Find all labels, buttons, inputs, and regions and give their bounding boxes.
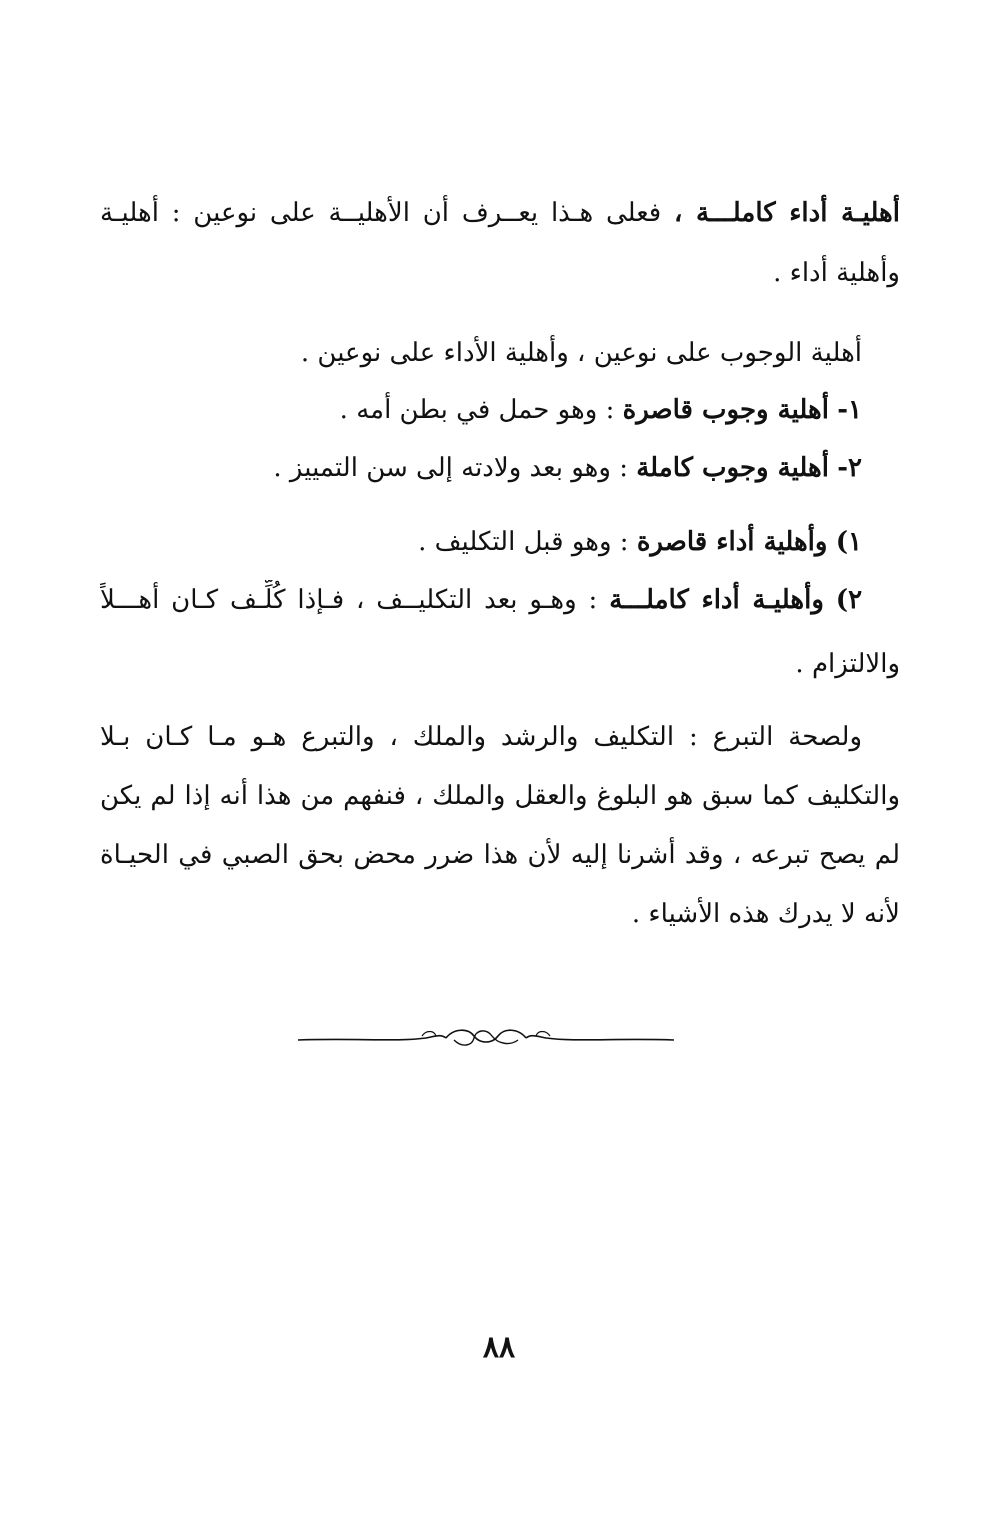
bold-term: أهلية وجوب كاملة: [636, 453, 829, 483]
paragraph-line-1: [100, 193, 900, 233]
flourish-divider-icon: [296, 1018, 676, 1058]
paragraph-line-10: والتكليف كما سبق هو البلوغ والعقل والملك ، فنفهم من هذا أنه إذا لم يكن: [100, 781, 900, 811]
bold-term: وأهلية أداء قاصرة: [636, 527, 828, 557]
paragraph-line-11: لم يصح تبرعه ، وقد أشرنا إليه لأن هذا ضرر محض بحق الصبي في الحيـاة: [100, 840, 900, 870]
list-item-2: [100, 448, 862, 488]
list-item-3: [100, 522, 862, 562]
list-number: ٢): [835, 585, 862, 615]
paragraph-line-12: لأنه لا يدرك هذه الأشياء .: [631, 899, 900, 929]
bold-term: أهلية وجوب قاصرة: [622, 395, 829, 425]
paragraph-line-3: أهلية الوجوب على نوعين ، وأهلية الأداء على نوعين .: [300, 338, 862, 368]
list-number: ١): [835, 527, 862, 557]
list-item-text: : وهو قبل التكليف .: [418, 527, 629, 557]
list-number: ١-: [837, 395, 862, 425]
bold-term: وأهليـة أداء كاملـــة: [609, 585, 824, 615]
line-text: فعلى هـذا يعــرف أن الأهليــة على نوعين : أهليـة: [100, 198, 662, 228]
paragraph-line-9: ولصحة التبرع : التكليف والرشد والملك ، والتبرع هـو مـا كـان بـلا: [100, 722, 862, 752]
list-item-text: : وهو حمل في بطن أمه .: [339, 395, 615, 425]
list-item-4: [100, 580, 862, 620]
page-number: ٨٨: [482, 1330, 516, 1365]
paragraph-line-8: والالتزام .: [795, 649, 900, 679]
list-item-text: : وهو بعد ولادته إلى سن التمييز .: [273, 453, 628, 483]
paragraph-line-2: وأهلية أداء .: [773, 258, 900, 288]
list-item-text: : وهـو بعد التكليــف ، فـإذا كُلِّـف كـان أهـــلاً: [100, 585, 598, 615]
list-number: ٢-: [837, 453, 862, 483]
list-item-1: [100, 390, 862, 430]
bold-term: أهليـة أداء كاملـــة ،: [674, 198, 900, 228]
